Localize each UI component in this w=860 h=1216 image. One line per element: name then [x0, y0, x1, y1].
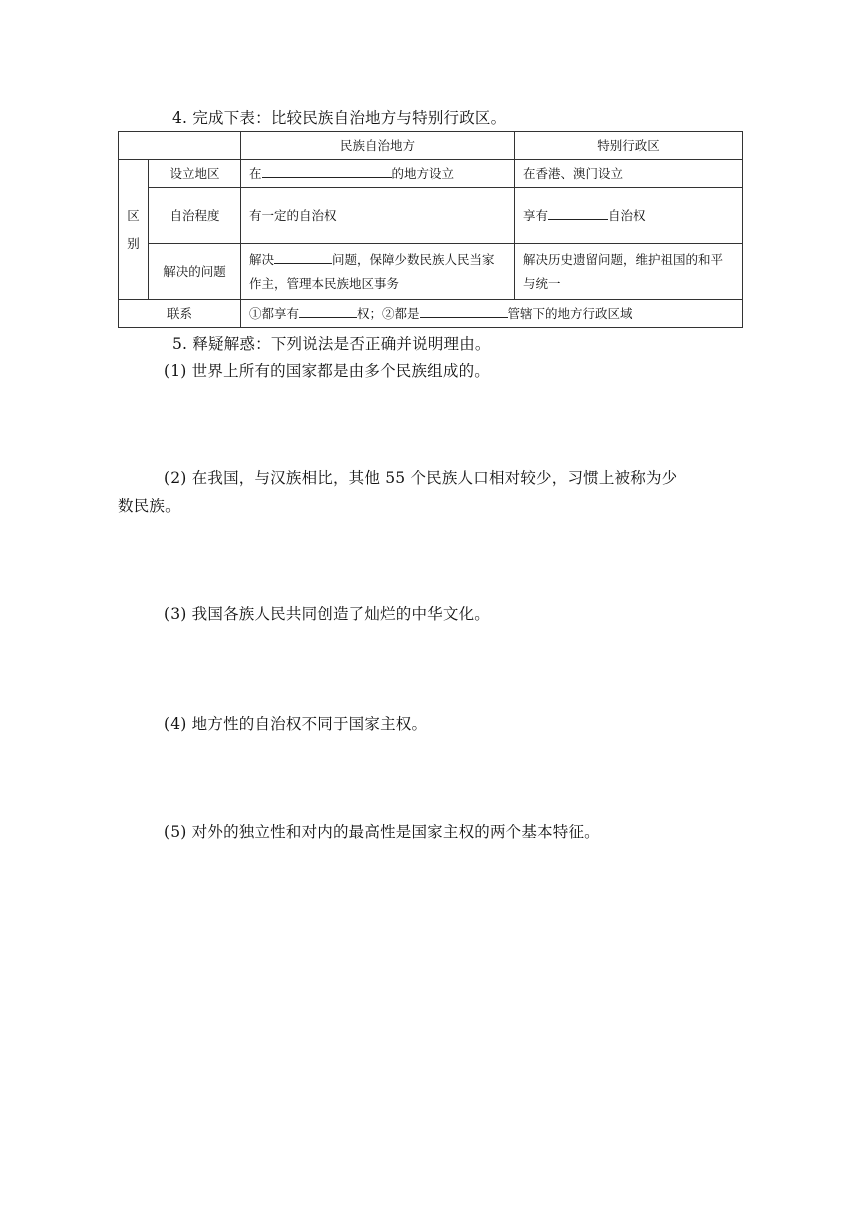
table-row — [119, 244, 743, 300]
question-5-title: 5. 释疑解惑：下列说法是否正确并说明理由。 — [172, 335, 491, 353]
fill-blank[interactable] — [262, 163, 392, 178]
fill-blank[interactable] — [299, 303, 357, 318]
row-label: 自治程度 — [149, 188, 241, 244]
statement-1: (1) 世界上所有的国家都是由多个民族组成的。 — [164, 362, 490, 380]
fill-blank[interactable] — [420, 303, 508, 318]
row-label: 解决的问题 — [149, 244, 241, 300]
question-4-title: 4. 完成下表：比较民族自治地方与特别行政区。 — [172, 109, 507, 127]
header-special-admin-region: 特别行政区 — [515, 132, 743, 160]
row-label: 设立地区 — [149, 160, 241, 188]
link-label: 联系 — [119, 300, 241, 328]
cell-b: 解决历史遗留问题，维护祖国的和平与统一 — [515, 244, 743, 300]
header-autonomous-region: 民族自治地方 — [241, 132, 515, 160]
table-row-link — [119, 300, 743, 328]
statement-2-continued: 数民族。 — [118, 497, 181, 515]
table-row — [119, 188, 743, 244]
statement-2: (2) 在我国，与汉族相比，其他 55 个民族人口相对较少，习惯上被称为少 — [164, 469, 678, 487]
fill-blank[interactable] — [274, 249, 332, 264]
cell-a: 在 的地方设立 — [241, 160, 515, 188]
table-header-row — [119, 132, 743, 160]
statement-3: (3) 我国各族人民共同创造了灿烂的中华文化。 — [164, 605, 490, 623]
fill-blank[interactable] — [548, 205, 608, 220]
table-row — [119, 160, 743, 188]
cell-a: 有一定的自治权 — [241, 188, 515, 244]
cell-b: 在香港、澳门设立 — [515, 160, 743, 188]
difference-group-label: 区 别 — [119, 160, 149, 300]
comparison-table — [118, 131, 743, 328]
cell-b: 享有 自治权 — [515, 188, 743, 244]
cell-a: 解决 问题，保障少数民族人民当家作主，管理本民族地区事务 — [241, 244, 515, 300]
header-empty-cell — [119, 132, 241, 160]
link-cell: ①都享有 权；②都是 管辖下的地方行政区域 — [241, 300, 743, 328]
statement-5: (5) 对外的独立性和对内的最高性是国家主权的两个基本特征。 — [164, 823, 600, 841]
statement-4: (4) 地方性的自治权不同于国家主权。 — [164, 715, 428, 733]
